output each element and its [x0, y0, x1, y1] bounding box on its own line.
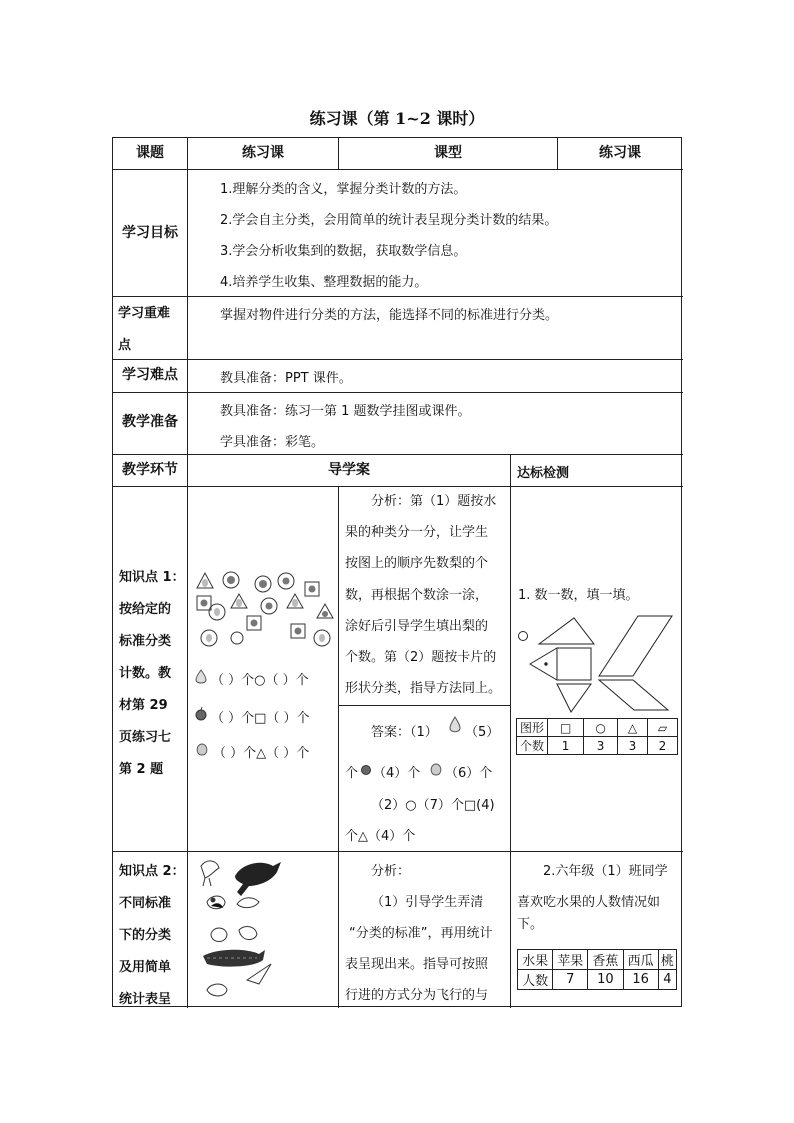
kp1-fill-line-3: （ ）个△（ ）个 — [213, 746, 310, 761]
kp1-label-line: 知识点 1： — [119, 570, 185, 585]
kp2-analysis-line: （1）引导学生弄清 — [371, 895, 484, 910]
kp1-analysis-line: 分析：第（1）题按水 — [371, 494, 497, 509]
kp1-answer-part: （4）个 — [373, 766, 421, 781]
table-cell: 3 — [584, 737, 618, 755]
preparation-label: 教学准备 — [122, 414, 178, 430]
kp1-answer-part: 个 — [345, 766, 359, 781]
kp1-label-line: 标准分类 — [119, 634, 172, 649]
objective-item: 4.培养学生收集、整理数据的能力。 — [220, 275, 428, 290]
lesson-plan-table — [112, 137, 682, 1007]
peach-icon — [427, 761, 445, 777]
table-header: 苹果 — [553, 950, 588, 970]
kp1-analysis-line: 果的种类分一分，让学生 — [345, 525, 489, 540]
kp1-analysis-line: 按图上的顺序先数梨的个 — [345, 556, 489, 571]
table-cell: □ — [548, 719, 584, 737]
animals-picture — [197, 856, 297, 1006]
fish-shape-figure — [516, 614, 681, 719]
table-cell: 3 — [617, 737, 647, 755]
kp1-answer-part: （6）个 — [445, 766, 493, 781]
key-points-label-2: 点 — [118, 338, 132, 353]
table-header: 西瓜 — [623, 950, 658, 970]
header-subject-value: 练习课 — [242, 145, 284, 161]
kp1-check-title: 1. 数一数，填一填。 — [518, 588, 639, 603]
preparation-line-1: 教具准备：练习一第 1 题数学挂图或课件。 — [220, 404, 471, 419]
kp2-label-line: 不同标准 — [119, 896, 172, 911]
kp2-label-line: 统计表呈 — [119, 992, 172, 1007]
table-header: 桃 — [658, 950, 676, 970]
page-title: 练习课（第 1~2 课时） — [309, 109, 485, 128]
fruit-preference-table — [517, 949, 677, 990]
kp1-answer-part: 个△（4）个 — [345, 829, 416, 844]
peach-icon — [193, 741, 211, 757]
objective-item: 2.学会自主分类，会用简单的统计表呈现分类计数的结果。 — [220, 213, 558, 228]
difficulty-text: 教具准备：PPT 课件。 — [220, 371, 352, 386]
table-cell: △ — [617, 719, 647, 737]
kp1-fill-line-2: （ ）个□（ ）个 — [211, 711, 310, 726]
objectives-label: 学习目标 — [122, 225, 178, 241]
kp2-analysis-line: 行进的方式分为飞行的与 — [345, 988, 489, 1003]
kp1-analysis-line: 形状分类，指导方法同上。 — [345, 681, 502, 696]
table-cell: 2 — [647, 737, 677, 755]
table-cell: ▱ — [647, 719, 677, 737]
table-cell: ○ — [584, 719, 618, 737]
kp1-analysis-line: 个数。第（2）题按卡片的 — [345, 650, 497, 665]
preparation-line-2: 学具准备：彩笔。 — [220, 435, 325, 450]
table-header: 水果 — [518, 950, 553, 970]
kp2-check-line: 下。 — [517, 917, 544, 932]
kp1-analysis-line: 数，再根据个数涂一涂， — [345, 588, 489, 603]
table-row-label: 图形 — [517, 719, 548, 737]
kp2-analysis-line: 表呈现出来。指导可按照 — [345, 957, 489, 972]
objective-item: 3.学会分析收集到的数据，获取数学信息。 — [220, 244, 467, 259]
kp1-answer-part: （2）○（7）个□(4) — [371, 798, 495, 813]
apple-icon — [193, 706, 209, 722]
pear-icon — [193, 668, 209, 686]
fruit-shapes-picture — [191, 568, 336, 648]
header-subject-label: 课题 — [136, 145, 164, 161]
key-points-text: 掌握对物件进行分类的方法，能选择不同的标准进行分类。 — [220, 308, 559, 323]
key-points-label-1: 学习重难 — [118, 306, 171, 321]
table-cell: 7 — [553, 970, 588, 990]
table-cell: 16 — [623, 970, 658, 990]
shape-count-table — [516, 718, 678, 755]
kp1-answer-part: （5） — [465, 725, 500, 740]
section-check-label: 达标检测 — [517, 466, 570, 481]
kp2-label-line: 下的分类 — [119, 928, 172, 943]
kp2-analysis-line: “分类的标准”，再用统计 — [349, 926, 493, 941]
table-header: 香蕉 — [588, 950, 623, 970]
kp1-label-line: 计数。教 — [119, 666, 172, 681]
kp1-label-line: 材第 29 — [119, 698, 168, 713]
table-row-label: 人数 — [518, 970, 553, 990]
kp1-analysis-line: 涂好后引导学生填出梨的 — [345, 619, 489, 634]
table-cell: 1 — [548, 737, 584, 755]
kp2-check-line: 喜欢吃水果的人数情况如 — [517, 895, 661, 910]
section-guide-label: 导学案 — [328, 462, 370, 478]
kp1-label-line: 第 2 题 — [119, 762, 164, 777]
table-cell: 10 — [588, 970, 623, 990]
table-row-label: 个数 — [517, 737, 548, 755]
kp2-analysis-line: 分析： — [371, 864, 411, 879]
apple-icon — [359, 762, 373, 776]
kp2-label-line: 及用简单 — [119, 960, 172, 975]
kp2-label-line: 知识点 2： — [119, 864, 185, 879]
difficulty-label: 学习难点 — [122, 367, 178, 383]
objective-item: 1.理解分类的含义，掌握分类计数的方法。 — [220, 182, 467, 197]
kp1-fill-line-1: （ ）个○（ ）个 — [211, 673, 309, 688]
kp1-label-line: 按给定的 — [119, 602, 172, 617]
section-step-label: 教学环节 — [122, 462, 178, 478]
table-cell: 4 — [658, 970, 676, 990]
kp2-check-line: 2.六年级（1）班同学 — [543, 864, 668, 879]
header-type-label: 课型 — [434, 145, 462, 161]
header-type-value: 练习课 — [599, 145, 641, 161]
pear-icon — [447, 715, 463, 735]
kp1-label-line: 页练习七 — [119, 730, 172, 745]
kp1-answer-part: 答案：（1） — [371, 725, 438, 740]
